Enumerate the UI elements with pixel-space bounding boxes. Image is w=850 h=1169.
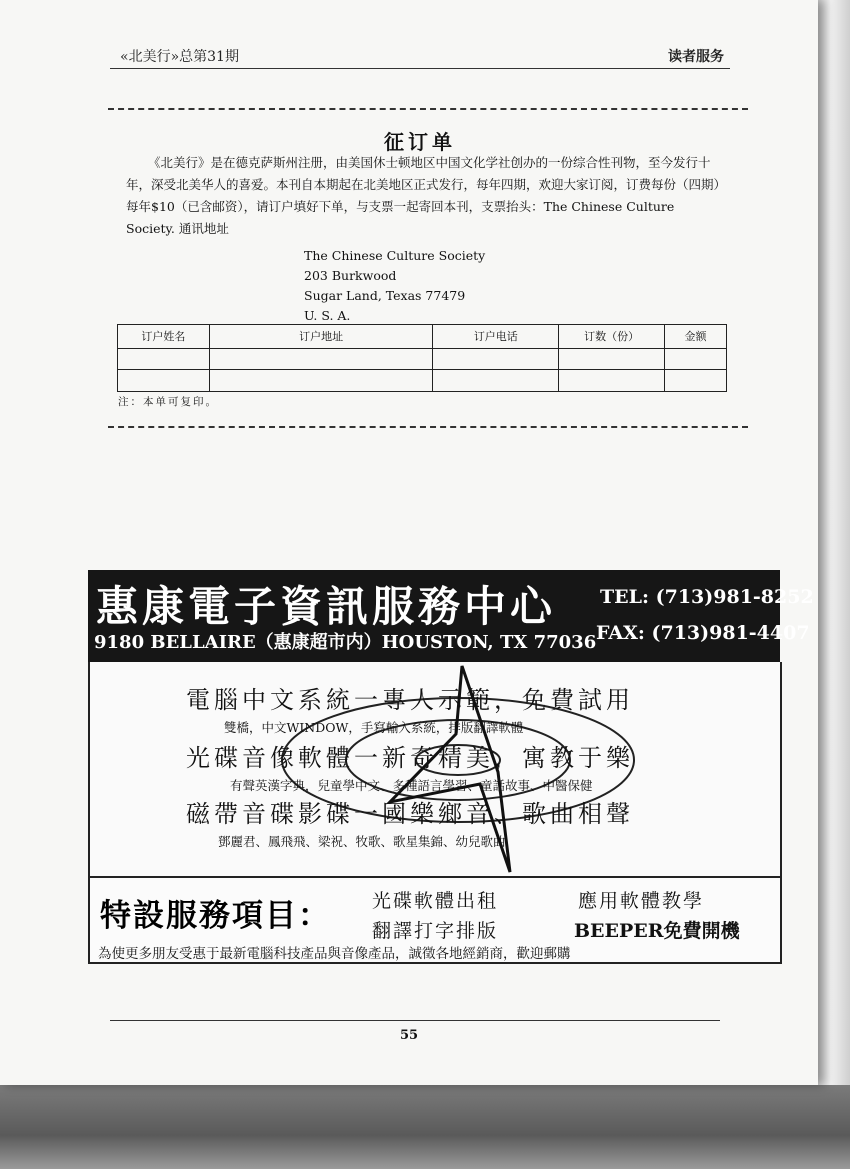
col-quantity: 订数（份） [559,325,665,349]
page-edge-shadow [818,0,850,1169]
col-address: 订户地址 [209,325,433,349]
table-row [118,370,727,392]
ad-header [88,570,814,662]
address-line: Sugar Land, Texas 77479 [304,288,466,303]
page-number: 55 [400,1028,419,1043]
scanner-bottom-shadow [0,1085,850,1169]
services-footer: 為使更多朋友受惠于最新電腦科技產品與音像產品，誠徵各地經銷商，歡迎郵購 [98,946,571,962]
cut-line-top [108,108,748,110]
address-line: The Chinese Culture Society [304,248,486,263]
ad-services-box [88,876,782,964]
service-translation-typing: 翻譯打字排版 [372,920,499,942]
ad-line-tapes-discs: 磁帶音碟影碟一國樂鄉音、歌曲相聲 [186,800,634,828]
address-line: 203 Burkwood [304,268,397,283]
ad-telephone: TEL: (713)981-8252 [600,586,814,608]
form-title: 征订单 [384,130,456,154]
ad-line-cd-software: 光碟音像軟體一新奇精美，寓教于樂 [186,744,634,772]
table-cell[interactable] [559,370,665,392]
table-note: 注：本单可复印。 [118,396,218,408]
table-cell[interactable] [665,348,727,370]
table-header-row [118,325,727,349]
service-software-teaching: 應用軟體教學 [578,890,705,912]
mailing-address [304,246,485,326]
table-cell[interactable] [209,370,433,392]
header-section: 读者服务 [668,49,724,65]
services-title: 特設服務項目： [100,898,331,934]
table-cell[interactable] [209,348,433,370]
header-rule [110,68,730,69]
table-row [118,348,727,370]
col-amount: 金额 [665,325,727,349]
ad-address: 9180 BELLAIRE（惠康超市内）HOUSTON, TX 77036 [94,632,597,653]
table-cell[interactable] [118,348,210,370]
form-paragraph: 《北美行》是在德克萨斯州注册，由美国休士顿地区中国文化学社创办的一份综合性刊物，至今发行十年，深受北美华人的喜爱。本刊自本期起在北美地区正式发行，每年四期，欢迎大家订阅，订费每份（四期）每年$10（已含邮资），请订户填好下单，与支票一起寄回本刊，支票抬头：The Chinese Culture Society. 通讯地址 [126,155,727,236]
service-cd-rental: 光碟軟體出租 [372,890,499,912]
ad-line-chinese-system: 電腦中文系統一專人示範，免費試用 [186,686,634,714]
table-cell[interactable] [118,370,210,392]
form-intro [126,152,726,240]
footer-rule [110,1020,720,1021]
advertisement [88,570,814,965]
col-phone: 订户电话 [433,325,559,349]
table-cell[interactable] [665,370,727,392]
table-cell[interactable] [559,348,665,370]
col-name: 订户姓名 [118,325,210,349]
ad-company-name: 惠康電子資訊服務中心 [96,582,557,631]
table-cell[interactable] [433,370,559,392]
ad-product-box [88,662,782,886]
order-form-table [117,324,727,392]
service-beeper: BEEPER免費開機 [574,920,740,942]
ad-line-cd-software-detail: 有聲英漢字典，兒童學中文、多種語言學習、童話故事、中醫保健 [230,778,593,793]
header-issue: «北美行»总第31期 [120,49,239,65]
ad-fax: FAX: (713)981-4407 [596,622,810,644]
table-cell[interactable] [433,348,559,370]
cut-line-bottom [108,426,748,428]
ad-line-tapes-discs-detail: 鄧麗君、鳳飛飛、梁祝、牧歌、歌星集錦、幼兒歌曲 [218,834,506,849]
ad-line-chinese-system-detail: 雙橋，中文WINDOW，手寫輸入系統，排版翻譯軟體 [224,720,524,735]
address-line: U. S. A. [304,308,351,323]
